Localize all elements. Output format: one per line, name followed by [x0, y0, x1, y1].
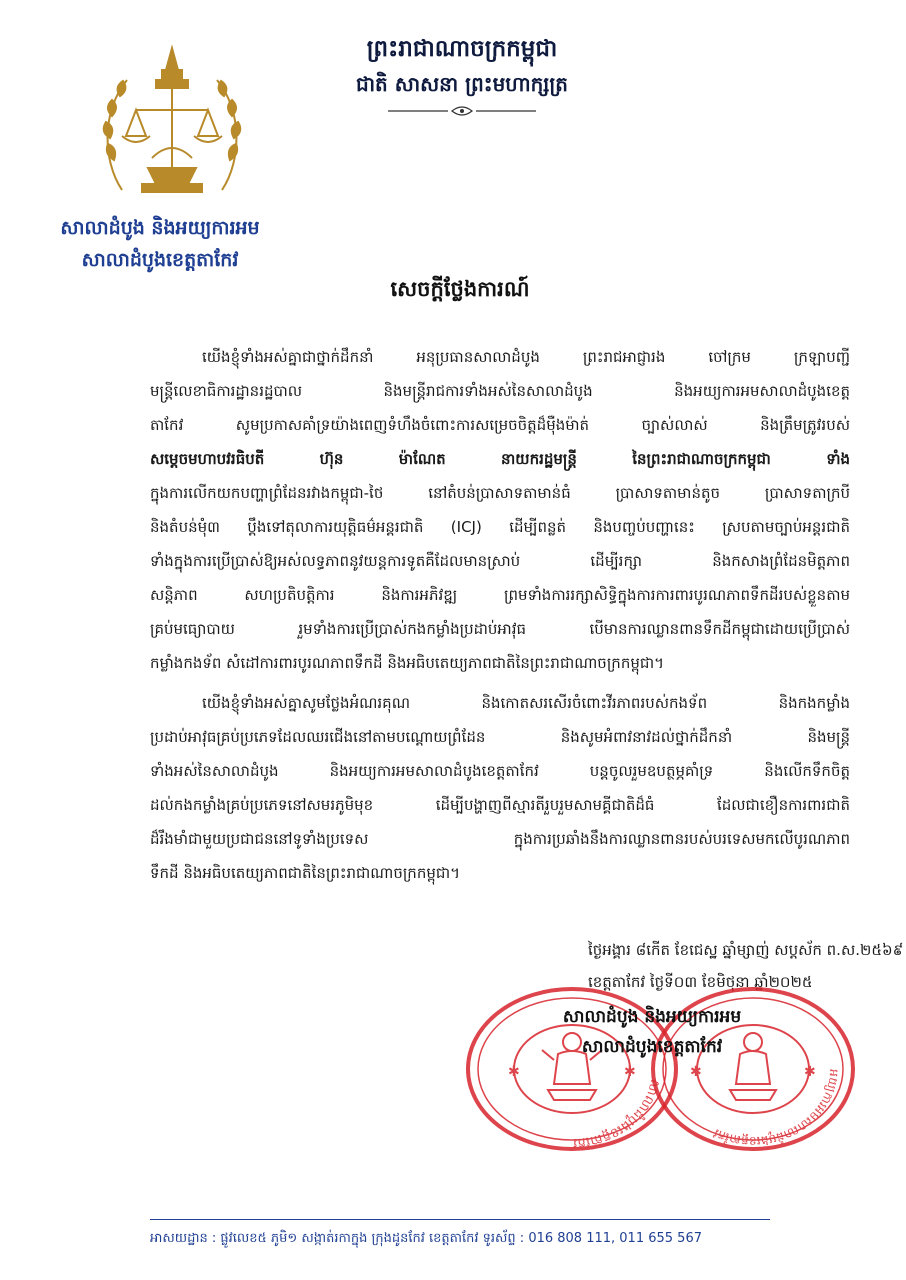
svg-text:✱: ✱: [624, 1064, 636, 1080]
kingdom-header: [272, 30, 652, 118]
signature-block: [502, 1002, 802, 1062]
paragraph-2-line-6: ទឹកដី និងអធិបតេយ្យភាពជាតិនៃព្រះរាជាណាចក្រកម្ពុជា។: [150, 864, 461, 882]
paragraph-1-line-7: ទាំងក្នុងការប្រើប្រាស់ឱ្យអស់លទ្ធភាពនូវយន្តការទូតគឺដែលមានស្រាប់ ដើម្បីរក្សា និងកសាងព្រំដែនមិត្តភាព: [150, 552, 850, 570]
paragraph-1-line-2: មន្ត្រីលេខាធិការដ្ឋានរដ្ឋបាល និងមន្ត្រីរាជការទាំងអស់នៃសាលាដំបូង និងអយ្យការអមសាលាដំបូងខេត្ត: [150, 382, 850, 400]
document-body: [150, 340, 850, 890]
footer-divider: [150, 1219, 770, 1220]
paragraph-1-line-5: ក្នុងការលើកយកបញ្ហាព្រំដែនរវាងកម្ពុជា-ថៃ នៅតំបន់ប្រាសាទតាមាន់ធំ ប្រាសាទតាមាន់តូច ប្រាសាទតាក្របី: [150, 484, 850, 502]
court-seal-text: សាលាដំបូងខេត្តតាកែវ: [572, 1077, 663, 1151]
footer-address: អាសយដ្ឋាន : ផ្លូវលេខ៥ ភូមិ១ សង្កាត់រកាក្នុង ក្រុងដូនកែវ ខេត្តតាកែវ ទូរស័ព្ទ : 016 808 111, 011 655 567: [150, 1231, 702, 1246]
paragraph-2-line-2: ប្រដាប់អាវុធគ្រប់ប្រភេទដែលឈរជើងនៅតាមបណ្តោយព្រំដែន និងសូមអំពាវនាវដល់ថ្នាក់ដឹកនាំ និងមន្ត្រី: [150, 728, 850, 746]
paragraph-2-line-4: ដល់កងកម្លាំងគ្រប់ប្រភេទនៅសមរភូមិមុខ ដើម្បីបង្ហាញពីស្មារតីរួបរួមសាមគ្គីជាតិដ៏ធំ ដែលជាខឿនការពារជាតិ: [150, 796, 850, 814]
institution-header: [10, 212, 310, 276]
institution-line-2: សាលាដំបូងខេត្តតាកែវ: [81, 249, 239, 271]
ornament-divider-icon: [382, 104, 542, 118]
paragraph-1-line-4: សម្តេចមហាបវរធិបតី ហ៊ុន ម៉ាណែត នាយករដ្ឋមន្ត្រី នៃព្រះរាជាណាចក្រកម្ពុជា ទាំង: [150, 450, 850, 468]
svg-text:✱: ✱: [804, 1064, 816, 1080]
paragraph-2-line-3: ទាំងអស់នៃសាលាដំបូង និងអយ្យការអមសាលាដំបូងខេត្តតាកែវ បន្តចូលរួមឧបត្ថម្ភគាំទ្រ និងលើកទឹកចិត្ត: [150, 762, 850, 780]
paragraph-1-line-8: សន្តិភាព សហប្រតិបត្តិការ និងការអភិវឌ្ឍ ព្រមទាំងការរក្សាសិទ្ធិក្នុងការការពារបូរណភាពទឹកដីរបស់ខ្លួនតាម: [150, 586, 850, 604]
kingdom-title: ព្រះរាជាណាចក្រកម្ពុជា: [366, 36, 558, 62]
court-emblem-icon: [92, 40, 252, 210]
paragraph-2-line-1: យើងខ្ញុំទាំងអស់គ្នាសូមថ្លែងអំណរគុណ និងកោតសរសើរចំពោះវីរភាពរបស់កងទ័ព និងកងកម្លាំង: [202, 694, 850, 712]
paragraph-1-line-1: យើងខ្ញុំទាំងអស់គ្នាជាថ្នាក់ដឹកនាំ អនុប្រធានសាលាដំបូង ព្រះរាជអាជ្ញារង ចៅក្រម ក្រឡាបញ្ជី: [202, 348, 850, 366]
signature-line-2: សាលាដំបូងខេត្តតាកែវ: [581, 1037, 723, 1057]
institution-line-1: សាលាដំបូង និងអយ្យការអម: [60, 217, 260, 239]
svg-text:✱: ✱: [690, 1064, 702, 1080]
signature-line-1: សាលាដំបូង និងអយ្យការអម: [562, 1007, 742, 1027]
paragraph-1-line-9: គ្រប់មធ្យោបាយ រួមទាំងការប្រើប្រាស់កងកម្លាំងប្រដាប់អាវុធ បើមានការឈ្លានពានទឹកដីកម្ពុជាដោយប្រើប្រាស់: [150, 620, 850, 638]
svg-text:✱: ✱: [508, 1064, 520, 1080]
paragraph-1-line-10: កម្លាំងកងទ័ព សំដៅការពារបូរណភាពទឹកដី និងអធិបតេយ្យភាពជាតិនៃព្រះរាជាណាចក្រកម្ពុជា។: [150, 654, 665, 672]
kingdom-motto: ជាតិ សាសនា ព្រះមហាក្សត្រ: [356, 72, 568, 96]
paragraph-1-line-6: និងតំបន់មុំ៣ ប្តឹងទៅតុលាការយុត្តិធម៌អន្តរជាតិ (ICJ) ដើម្បីពន្លត់ និងបញ្ចប់បញ្ហានេះ ស្របតាមច្បាប់អន្តរជាតិ: [150, 518, 850, 536]
document-title: សេចក្តីថ្លែងការណ៍: [390, 277, 530, 301]
paragraph-1-line-3: តាកែវ សូមប្រកាសគាំទ្រយ៉ាងពេញទំហឹងចំពោះការសម្រេចចិត្តដ៏មុឺងម៉ាត់ ច្បាស់លាស់ និងត្រឹមត្រូវរបស់: [150, 416, 850, 434]
prosecutor-seal-text: អយ្យការអមសាលាដំបូងខេត្តតាកែវ: [711, 1068, 842, 1149]
paragraph-2-line-5: ដ៏រឹងមាំជាមួយប្រជាជននៅទូទាំងប្រទេស ក្នុងការប្រឆាំងនឹងការឈ្លានពានរបស់បរទេសមកលើបូរណភាព: [150, 830, 850, 848]
solar-date: ខេត្តតាកែវ ថ្ងៃទី០៣ ខែមិថុនា ឆ្នាំ២០២៥: [588, 973, 813, 991]
lunar-date: ថ្ងៃអង្គារ ៨កើត ខែជេស្ឋ ឆ្នាំម្សាញ់ សប្តស័ក ព.ស.២៥៦៩: [588, 941, 904, 959]
